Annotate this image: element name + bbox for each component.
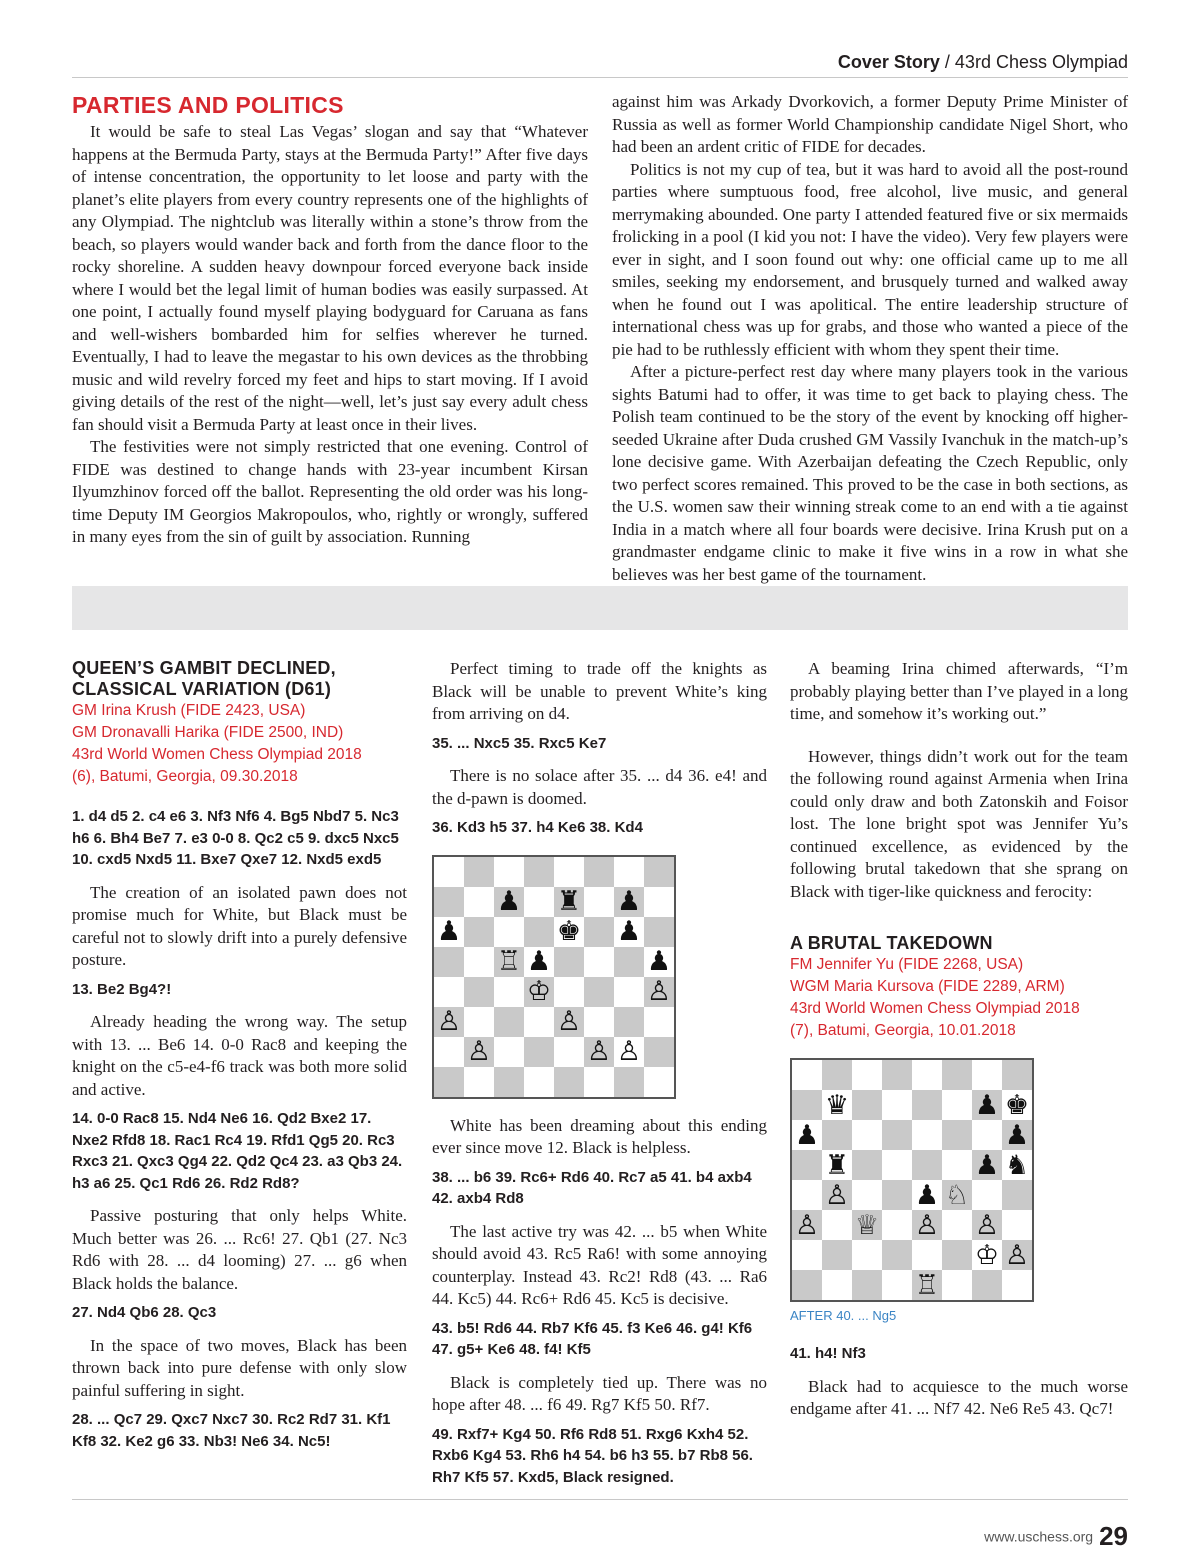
game1-moves: 35. ... Nxc5 35. Rxc5 Ke7 (432, 734, 607, 752)
game1-moves: 36. Kd3 h5 37. h4 Ke6 38. Kd4 (432, 819, 643, 836)
board-square (554, 947, 584, 977)
article-paragraph: It would be safe to steal Las Vegas’ slogan and say that “Whatever happens at the Bermuda Party, stays at the Bermuda Party!” After five days of intense concentration, the opportunity to let loose and party with the planet’s elite players from every country represents one of the highlights of any Olympiad. The nightclub was literally within a stone’s throw from the beach, so players would wander back and forth from the dance floor to the rocky shoreline. A sudden heavy downpour forced everyone back inside where I would bet the legal limit of human bodies was easily surpassed. At one point, I actually found myself playing bodyguard for Caruana as fans and well-wishers bombarded him for selfies wherever he turned. Eventually, I had to leave the megastar to his own devices as the throbbing music and wild revelry forced my feet and hips to start moving. If I avoid giving details of the rest of the night—well, let’s just say every adult chess fan should visit a Bermuda Party at least once in their lives. (72, 122, 588, 434)
game2-black-player: WGM Maria Kursova (FIDE 2289, ARM) (790, 978, 1065, 995)
black-pawn-icon: ♟ (794, 1119, 820, 1151)
game1-note: The last active try was 42. ... b5 when White should avoid 43. Rc5 Ra6! with some annoying counterplay. Instead 43. Rc2! Rd8 (43. ... Ra6 44. Kc5) 44. Rc6+ Rd6 45. Kc5 is decisive. (432, 1221, 767, 1308)
black-pawn-icon: ♟ (1004, 1119, 1030, 1151)
board-square (554, 1037, 584, 1067)
white-rook-icon: ♖ (496, 946, 522, 977)
game-column-2 (432, 658, 767, 1488)
board-square (584, 887, 614, 917)
board-square (644, 857, 674, 887)
board-square (644, 1037, 674, 1067)
board-square (882, 1180, 912, 1210)
black-king-icon: ♚ (1004, 1089, 1030, 1121)
header-title: 43rd Chess Olympiad (954, 52, 1128, 72)
running-header (838, 52, 1128, 73)
board-square (584, 857, 614, 887)
board-square (584, 947, 614, 977)
board-square (614, 947, 644, 977)
white-pawn-icon: ♙ (974, 1209, 1000, 1241)
board-square (852, 1060, 882, 1090)
board-square (494, 917, 524, 947)
board-square (792, 1090, 822, 1120)
board-square (1002, 1060, 1032, 1090)
game1-title: QUEEN’S GAMBIT DECLINED, CLASSICAL VARIATION (D61) (72, 658, 336, 699)
game1-moves: 38. ... b6 39. Rc6+ Rd6 40. Rc7 a5 41. b4 axb4 42. axb4 Rd8 (432, 1168, 752, 1207)
board-square (882, 1270, 912, 1300)
board-square (434, 977, 464, 1007)
black-knight-icon: ♞ (1004, 1149, 1030, 1181)
black-pawn-icon: ♟ (616, 886, 642, 917)
black-pawn-icon: ♟ (616, 916, 642, 947)
white-king-icon: ♔ (974, 1239, 1000, 1271)
game1-note: The creation of an isolated pawn does not promise much for White, but Black must be careful not to slowly drift into a purely defensive posture. (72, 882, 407, 969)
white-pawn-icon: ♙ (586, 1036, 612, 1067)
board-square (942, 1090, 972, 1120)
board-square (972, 1060, 1002, 1090)
white-pawn-icon: ♙ (646, 976, 672, 1007)
board-square (584, 1007, 614, 1037)
game1-quote: A beaming Irina chimed afterwards, “I’m probably playing better than I’ve played in a long time, and somehow it’s working out.” (790, 659, 1128, 723)
article-heading: PARTIES AND POLITICS (72, 92, 344, 118)
board-square (882, 1090, 912, 1120)
board-square (852, 1240, 882, 1270)
board-square (494, 1007, 524, 1037)
board-square (464, 917, 494, 947)
game1-moves: 27. Nd4 Qb6 28. Qc3 (72, 1304, 217, 1321)
board-square (524, 917, 554, 947)
diagram-caption: AFTER 40. ... Ng5 (790, 1308, 897, 1323)
board-square (464, 857, 494, 887)
game2-moves: 41. h4! Nf3 (790, 1345, 866, 1362)
board-square (584, 977, 614, 1007)
white-pawn-icon: ♙ (1004, 1239, 1030, 1271)
board-square (524, 887, 554, 917)
board-square (524, 1007, 554, 1037)
game1-moves: 1. d4 d5 2. c4 e6 3. Nf3 Nf6 4. Bg5 Nbd7 5. Nc3 h6 6. Bh4 Be7 7. e3 0-0 8. Qc2 c5 9. dxc5 Nxc5 10. cxd5 Nxd5 11. Bxe7 Qxe7 12. Nxd5 exd5 (72, 808, 399, 868)
black-rook-icon: ♜ (556, 886, 582, 917)
white-knight-icon: ♘ (944, 1179, 970, 1211)
board-square (942, 1120, 972, 1150)
article-paragraph: against him was Arkady Dvorkovich, a former Deputy Prime Minister of Russia as well as former World Championship candidate Nigel Short, who had been an ardent critic of FIDE for decades. (612, 92, 1128, 156)
game1-moves: 49. Rxf7+ Kg4 50. Rf6 Rd8 51. Rxg6 Kxh4 52. Rxb6 Kg4 53. Rh6 h4 54. b6 h3 55. b7 Rb8 56. Rh7 Kf5 57. Kxd5, Black resigned. (432, 1425, 753, 1486)
white-king-icon: ♔ (526, 976, 552, 1007)
game2-event: 43rd World Women Chess Olympiad 2018 (790, 1000, 1080, 1017)
black-pawn-icon: ♟ (646, 946, 672, 977)
game1-white-player: GM Irina Krush (FIDE 2423, USA) (72, 702, 306, 719)
black-rook-icon: ♜ (824, 1149, 850, 1181)
board-square (614, 977, 644, 1007)
game-column-3 (790, 658, 1128, 1421)
board-square (852, 1090, 882, 1120)
board-square (852, 1150, 882, 1180)
board-square (434, 857, 464, 887)
board-square (822, 1060, 852, 1090)
article-left-column (72, 92, 588, 549)
board-square (942, 1240, 972, 1270)
board-square (614, 1007, 644, 1037)
game1-note: Black is completely tied up. There was no hope after 48. ... f6 49. Rg7 Kf5 50. Rf7. (432, 1372, 767, 1414)
board-square (792, 1270, 822, 1300)
board-square (822, 1270, 852, 1300)
board-square (464, 977, 494, 1007)
board-square (614, 1067, 644, 1097)
game1-note: Perfect timing to trade off the knights as Black will be unable to prevent White’s king from arriving on d4. (432, 659, 767, 723)
board-square (434, 947, 464, 977)
header-separator: / (939, 52, 955, 72)
game2-note: Black had to acquiesce to the much worse endgame after 41. ... Nf7 42. Ne6 Re5 43. Qc7! (790, 1376, 1128, 1418)
board-square (434, 1067, 464, 1097)
game1-note: Already heading the wrong way. The setup with 13. ... Be6 14. 0-0 Rac8 and keeping the knight on the c5-e4-f6 track was both more solid and active. (72, 1012, 407, 1099)
board-square (464, 1007, 494, 1037)
board-square (614, 857, 644, 887)
board-square (852, 1180, 882, 1210)
board-square (644, 917, 674, 947)
black-pawn-icon: ♟ (526, 946, 552, 977)
chess-diagram-1 (432, 855, 676, 1099)
board-square (882, 1240, 912, 1270)
board-square (1002, 1210, 1032, 1240)
game2-title: A BRUTAL TAKEDOWN (790, 933, 993, 953)
board-square (942, 1060, 972, 1090)
black-king-icon: ♚ (556, 916, 582, 947)
article-paragraph: After a picture-perfect rest day where many players took in the various sights Batumi had to offer, it was time to get back to playing chess. The Polish team continued to be the story of the event by knocking off higher-seeded Ukraine after Duda crushed GM Vassily Ivanchuk in the match-up’s lone decisive game. With Azerbaijan defeating the Czech Republic, only two perfect scores remained. This proved to be the case in both sections, as the U.S. women saw their winning streak come to an end with a tie against India in a match where all four boards were decisive. Irina Krush put on a grandmaster endgame clinic to make it five wins in a row in what she believes was her best game of the tournament. (612, 362, 1128, 584)
board-square (822, 1240, 852, 1270)
board-square (464, 1067, 494, 1097)
board-square (584, 1067, 614, 1097)
board-square (494, 1067, 524, 1097)
board-square (822, 1120, 852, 1150)
black-pawn-icon: ♟ (974, 1149, 1000, 1181)
game1-note: Passive posturing that only helps White. Much better was 26. ... Rc6! 27. Qb1 (27. Nc3 Rd6 with 28. ... d4 looming) 27. ... g6 when Black holds the balance. (72, 1206, 407, 1293)
board-square (792, 1150, 822, 1180)
chess-diagram-2 (790, 1058, 1034, 1302)
game1-moves: 13. Be2 Bg4?! (72, 980, 172, 998)
game1-place-date: (6), Batumi, Georgia, 09.30.2018 (72, 768, 298, 785)
white-pawn-icon: ♙ (914, 1209, 940, 1241)
board-square (584, 917, 614, 947)
game1-note: In the space of two moves, Black has been thrown back into pure defense with only slow painful suffering in sight. (72, 1335, 407, 1400)
black-queen-icon: ♛ (824, 1089, 850, 1121)
board-square (882, 1150, 912, 1180)
board-square (524, 1067, 554, 1097)
white-pawn-icon: ♙ (466, 1036, 492, 1067)
article-right-column (612, 91, 1128, 586)
white-pawn-icon: ♙ (436, 1006, 462, 1037)
game2-white-player: FM Jennifer Yu (FIDE 2268, USA) (790, 956, 1024, 973)
board-square (434, 1037, 464, 1067)
board-square (464, 887, 494, 917)
black-pawn-icon: ♟ (914, 1179, 940, 1211)
board-square (912, 1060, 942, 1090)
white-queen-icon: ♕ (854, 1209, 880, 1241)
board-square (972, 1120, 1002, 1150)
page-footer (984, 1521, 1128, 1552)
board-square (912, 1240, 942, 1270)
white-pawn-icon: ♙ (556, 1006, 582, 1037)
header-section: Cover Story (837, 52, 940, 72)
board-square (644, 1067, 674, 1097)
board-square (1002, 1180, 1032, 1210)
board-square (882, 1060, 912, 1090)
white-rook-icon: ♖ (914, 1269, 940, 1301)
game1-moves: 43. b5! Rd6 44. Rb7 Kf6 45. f3 Ke6 46. g4! Kf6 47. g5+ Ke6 48. f4! Kf5 (432, 1319, 753, 1358)
board-square (792, 1240, 822, 1270)
game1-moves: 14. 0-0 Rac8 15. Nd4 Ne6 16. Qd2 Bxe2 17. Nxe2 Rfd8 18. Rac1 Rc4 19. Rfd1 Qg5 20. Rc3 Rxc3 21. Qxc3 Qg4 22. Qd2 Qc4 23. a3 Qb3 24. h3 a6 25. Qc1 Rd6 26. Rd2 Rd8? (72, 1110, 403, 1192)
article-paragraph: The festivities were not simply restricted that one evening. Control of FIDE was destined to change hands with 23-year incumbent Kirsan Ilyumzhinov forced off the ballot. Representing the old order was his long-time Deputy IM Georgios Makropoulos, who, rightly or wrongly, suffered in many eyes from the sin of guilt by association. Running (72, 437, 588, 546)
board-square (852, 1270, 882, 1300)
footer-rule (72, 1499, 1128, 1500)
section-divider-band (72, 586, 1128, 630)
board-square (912, 1150, 942, 1180)
board-square (524, 1037, 554, 1067)
board-square (554, 857, 584, 887)
board-square (882, 1210, 912, 1240)
board-square (644, 887, 674, 917)
board-square (792, 1180, 822, 1210)
game-column-1 (72, 658, 407, 1452)
game2-place-date: (7), Batumi, Georgia, 10.01.2018 (790, 1022, 1016, 1039)
footer-url: www.uschess.org (984, 1528, 1094, 1545)
board-square (1002, 1270, 1032, 1300)
game1-event: 43rd World Women Chess Olympiad 2018 (72, 746, 362, 763)
board-square (942, 1210, 972, 1240)
game1-black-player: GM Dronavalli Harika (FIDE 2500, IND) (72, 724, 344, 741)
article-paragraph: Politics is not my cup of tea, but it was hard to avoid all the post-round parties where sumptuous food, free alcohol, live music, and general merrymaking abounded. One party I attended featured five or six mermaids frolicking in a pool (I kid you not: I have the video). Very few players were ever in sight, and I soon found out why: one official came up to me all smiles, seeking my endorsement, and brusquely turned and walked away when he found out I was apolitical. The entire leadership structure of international chess was up for grabs, and those who wanted a piece of the pie had to be ruthlessly efficient with whom they spent their time. (612, 159, 1128, 359)
game1-moves: 28. ... Qc7 29. Qxc7 Nxc7 30. Rc2 Rd7 31. Kf1 Kf8 32. Ke2 g6 33. Nb3! Ne6 34. Nc5! (72, 1411, 391, 1450)
white-pawn-icon: ♙ (794, 1209, 820, 1241)
board-square (554, 977, 584, 1007)
header-rule (72, 77, 1128, 78)
board-square (942, 1150, 972, 1180)
board-square (554, 1067, 584, 1097)
black-pawn-icon: ♟ (974, 1089, 1000, 1121)
board-square (644, 1007, 674, 1037)
board-square (494, 977, 524, 1007)
board-square (524, 857, 554, 887)
game1-note: There is no solace after 35. ... d4 36. e4! and the d-pawn is doomed. (432, 766, 767, 808)
board-square (942, 1270, 972, 1300)
board-square (822, 1210, 852, 1240)
game1-transition: However, things didn’t work out for the team the following round against Armenia when Irina could only draw and both Zatonskih and Foisor lost. The lone bright spot was Jennifer Yu’s continued excellence, as evidenced by the following brutal takedown that she sprang on Black with tiger-like quickness and ferocity: (790, 746, 1128, 901)
white-pawn-icon: ♙ (824, 1179, 850, 1211)
board-square (972, 1180, 1002, 1210)
board-square (494, 1037, 524, 1067)
game1-note: White has been dreaming about this ending ever since move 12. Black is helpless. (432, 1115, 767, 1157)
black-pawn-icon: ♟ (496, 886, 522, 917)
board-square (972, 1270, 1002, 1300)
board-square (464, 947, 494, 977)
board-square (912, 1090, 942, 1120)
page-number: 29 (1099, 1521, 1128, 1551)
board-square (494, 857, 524, 887)
board-square (852, 1120, 882, 1150)
board-square (434, 887, 464, 917)
board-square (882, 1120, 912, 1150)
board-square (912, 1120, 942, 1150)
white-pawn-icon: ♙ (616, 1036, 642, 1067)
black-pawn-icon: ♟ (436, 916, 462, 947)
board-square (792, 1060, 822, 1090)
